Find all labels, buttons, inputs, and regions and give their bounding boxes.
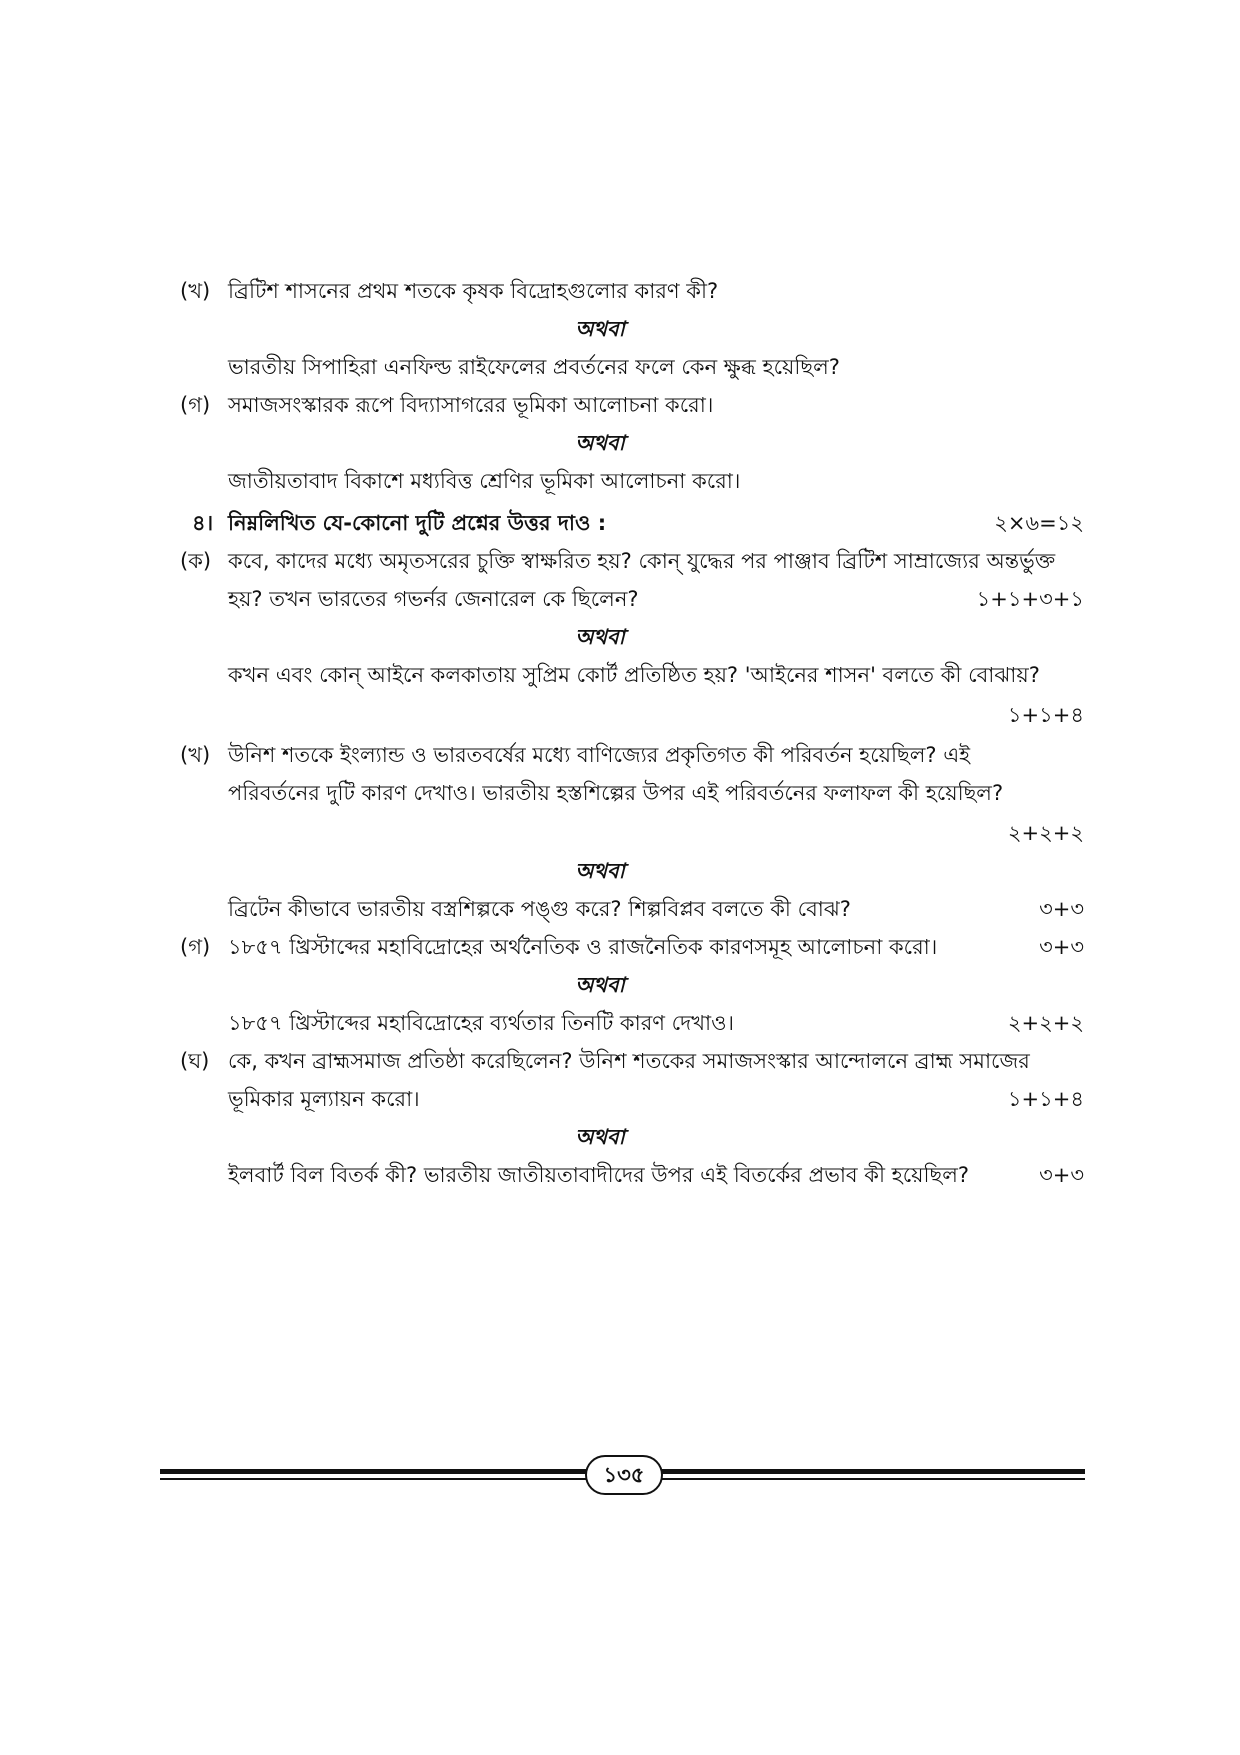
question-4-ga-alt-marks: ২+২+২ — [1007, 1011, 1084, 1035]
page-number: ১৩৫ — [585, 1455, 663, 1495]
question-4-ka-line1: কবে, কাদের মধ্যে অমৃতসরের চুক্তি স্বাক্ষরিত হয়? কোন্ যুদ্ধের পর পাঞ্জাব ব্রিটিশ সাম্রাজ্যের অন্তর্ভুক্ত — [228, 549, 1056, 573]
label-4-gha: (ঘ) — [180, 1049, 210, 1073]
question-4-kha-alt-marks: ৩+৩ — [1039, 897, 1084, 921]
question-4-gha-line1: কে, কখন ব্রাহ্মসমাজ প্রতিষ্ঠা করেছিলেন? উনিশ শতকের সমাজসংস্কার আন্দোলনে ব্রাহ্ম সমাজের — [228, 1049, 1030, 1073]
question-4-gha-alt: ইলবার্ট বিল বিতর্ক কী? ভারতীয় জাতীয়তাবাদীদের উপর এই বিতর্কের প্রভাব কী হয়েছিল? — [228, 1163, 970, 1187]
section-4-number: ৪। — [192, 511, 214, 535]
question-kha-alt: ভারতীয় সিপাহিরা এনফিল্ড রাইফেলের প্রবর্তনের ফলে কেন ক্ষুব্ধ হয়েছিল? — [228, 355, 840, 379]
label-4-ga: (গ) — [180, 935, 211, 959]
question-4-ka-alt: কখন এবং কোন্ আইনে কলকাতায় সুপ্রিম কোর্ট প্রতিষ্ঠিত হয়? 'আইনের শাসন' বলতে কী বোঝায়? — [228, 663, 1040, 687]
question-ga-text: সমাজসংস্কারক রূপে বিদ্যাসাগরের ভূমিকা আলোচনা করো। — [228, 393, 714, 417]
or-divider: অথবা — [575, 317, 625, 341]
label-4-kha: (খ) — [180, 743, 211, 767]
question-kha-text: ব্রিটিশ শাসনের প্রথম শতকে কৃষক বিদ্রোহগুলোর কারণ কী? — [228, 279, 719, 303]
question-4-gha-alt-marks: ৩+৩ — [1039, 1163, 1084, 1187]
question-ga-alt: জাতীয়তাবাদ বিকাশে মধ্যবিত্ত শ্রেণির ভূমিকা আলোচনা করো। — [228, 469, 741, 493]
question-4-ka-line2: হয়? তখন ভারতের গভর্নর জেনারেল কে ছিলেন? — [228, 587, 639, 611]
or-divider: অথবা — [575, 431, 625, 455]
label-kha: (খ) — [180, 279, 211, 303]
or-divider: অথবা — [575, 973, 625, 997]
question-4-kha-alt: ব্রিটেন কীভাবে ভারতীয় বস্ত্রশিল্পকে পঙ্গু করে? শিল্পবিপ্লব বলতে কী বোঝ? — [228, 897, 851, 921]
question-4-ka-alt-marks: ১+১+৪ — [1007, 703, 1084, 727]
page-footer — [160, 1455, 1085, 1495]
section-4-title: নিম্নলিখিত যে-কোনো দুটি প্রশ্নের উত্তর দাও : — [228, 511, 607, 535]
question-4-ga-text: ১৮৫৭ খ্রিস্টাব্দের মহাবিদ্রোহের অর্থনৈতিক ও রাজনৈতিক কারণসমূহ আলোচনা করো। — [228, 935, 938, 959]
question-4-kha-line1: উনিশ শতকে ইংল্যান্ড ও ভারতবর্ষের মধ্যে বাণিজ্যের প্রকৃতিগত কী পরিবর্তন হয়েছিল? এই — [228, 743, 971, 767]
or-divider: অথবা — [575, 859, 625, 883]
section-4-marks: ২×৬=১২ — [994, 511, 1084, 535]
or-divider: অথবা — [575, 1125, 625, 1149]
question-4-gha-line2: ভূমিকার মূল্যায়ন করো। — [228, 1087, 420, 1111]
label-4-ka: (ক) — [180, 549, 212, 573]
question-4-kha-marks: ২+২+২ — [1007, 821, 1084, 845]
question-4-gha-marks: ১+১+৪ — [1007, 1087, 1084, 1111]
question-4-ga-marks: ৩+৩ — [1039, 935, 1084, 959]
or-divider: অথবা — [575, 625, 625, 649]
question-4-kha-line2: পরিবর্তনের দুটি কারণ দেখাও। ভারতীয় হস্তশিল্পের উপর এই পরিবর্তনের ফলাফল কী হয়েছিল? — [228, 781, 1004, 805]
label-ga: (গ) — [180, 393, 211, 417]
question-4-ka-marks: ১+১+৩+১ — [976, 587, 1084, 611]
question-4-ga-alt: ১৮৫৭ খ্রিস্টাব্দের মহাবিদ্রোহের ব্যর্থতার তিনটি কারণ দেখাও। — [228, 1011, 735, 1035]
